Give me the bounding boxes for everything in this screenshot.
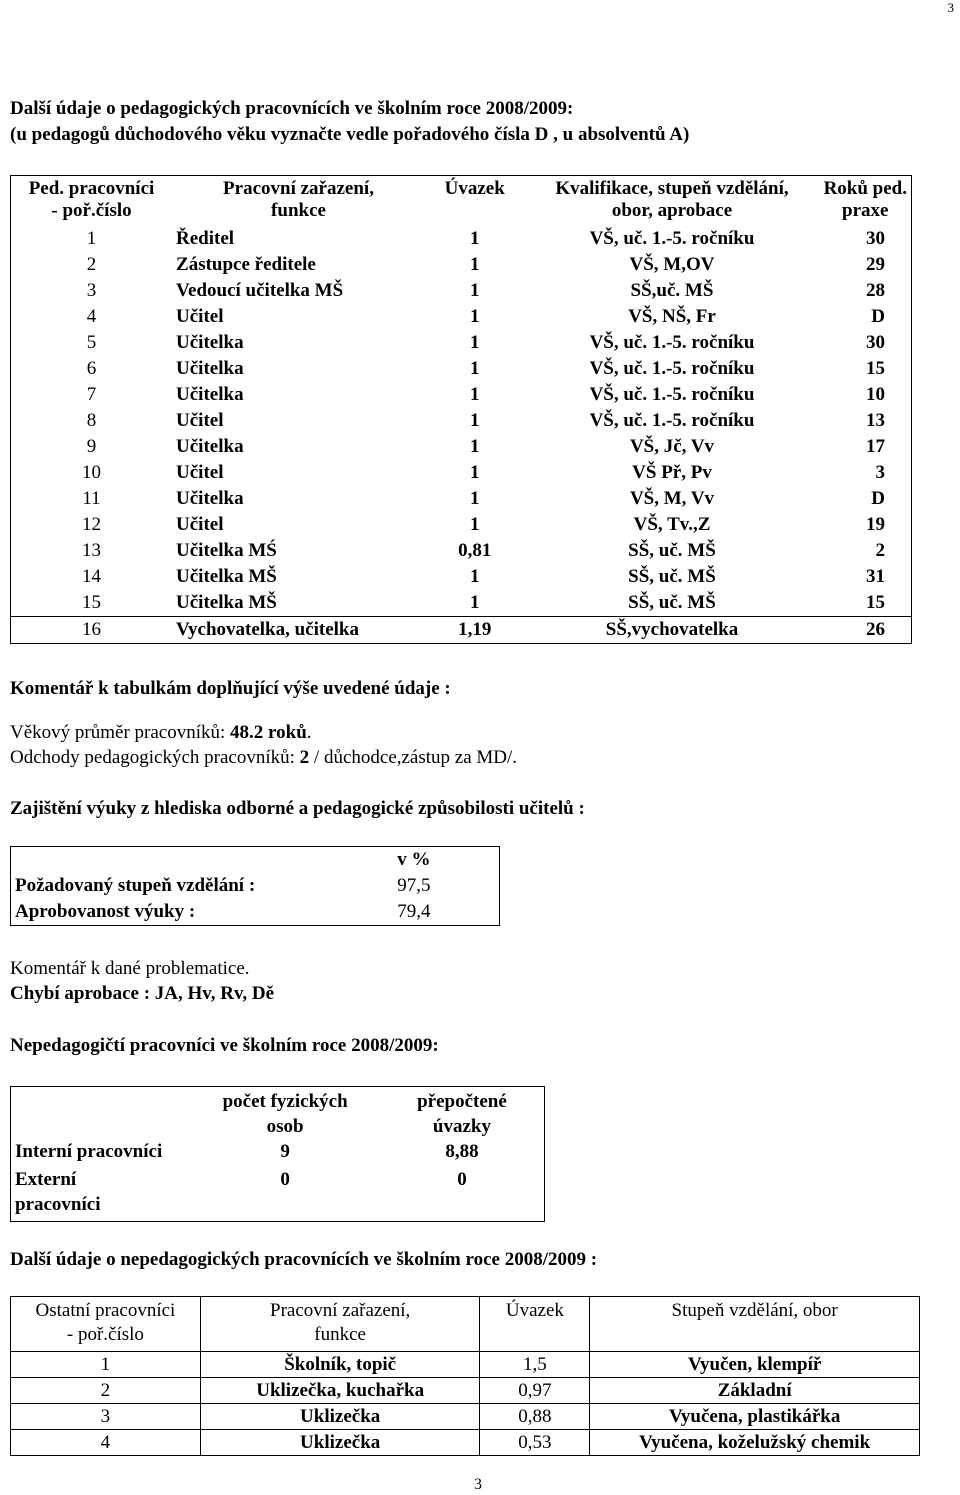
table-row: [11, 460, 912, 486]
table-cell: 9: [86, 436, 97, 457]
qualification-heading: Zajištění výuky z hlediska odborné a pedagogické způsobilosti učitelů :: [10, 798, 585, 819]
table-cell: Externí pracovníci: [15, 1169, 101, 1215]
table-cell: 1: [469, 488, 480, 509]
table-cell: VŠ, uč. 1.-5. ročníku: [589, 228, 755, 249]
table-cell: 30: [866, 228, 885, 249]
table-cell: 7: [86, 384, 97, 405]
table-cell: 15: [82, 592, 102, 613]
table-cell: Učitel: [176, 514, 224, 535]
table-cell: SŠ, uč. MŠ: [628, 540, 716, 561]
table-cell: Vyučena, koželužský chemik: [590, 1430, 920, 1456]
table-cell: 19: [866, 514, 885, 535]
table-cell: VŠ, Tv.,Z: [633, 514, 711, 535]
table-cell: Uklizečka: [200, 1430, 480, 1456]
table-row: [11, 226, 912, 252]
table-cell: 15: [866, 358, 885, 379]
table-cell: 11: [82, 488, 101, 509]
table-row: [11, 356, 912, 382]
page-number-bottom: 3: [474, 1476, 482, 1493]
table-cell: 1: [469, 566, 480, 587]
page-number-top: 3: [947, 0, 954, 15]
table-cell: Učitelka: [176, 436, 244, 457]
table-cell: 1: [469, 592, 480, 613]
table-cell: 0,88: [480, 1404, 590, 1430]
table-cell: 1: [469, 514, 480, 535]
table-cell: 28: [866, 280, 885, 301]
table-cell: 14: [82, 566, 102, 587]
table-cell: 1: [469, 228, 480, 249]
header-cell: Roků ped. praxe: [823, 178, 907, 221]
non-pedagogical-details-heading: Další údaje o nepedagogických pracovnících ve školním roce 2008/2009 :: [10, 1249, 598, 1270]
table-cell: Vyučena, plastikářka: [590, 1404, 920, 1430]
table-cell: Základní: [590, 1378, 920, 1404]
table-cell: 16: [11, 617, 173, 644]
header-cell: počet fyzických osob: [222, 1091, 348, 1137]
table-cell: 3: [11, 1404, 201, 1430]
table-row: [11, 1430, 920, 1456]
header-cell: Pracovní zařazení, funkce: [200, 1297, 480, 1352]
table-cell: Učitelka MŚ: [176, 540, 277, 561]
table-cell: Uklizečka: [200, 1404, 480, 1430]
table-cell: Ředitel: [176, 228, 235, 249]
section-heading-line1: Další údaje o pedagogických pracovnících ve školním roce 2008/2009:: [10, 98, 574, 119]
table-cell: 31: [866, 566, 885, 587]
table-cell: Učitelka MŠ: [176, 566, 277, 587]
table-cell: Vyučen, klempíř: [590, 1352, 920, 1378]
table-row: [11, 590, 912, 617]
table-row: [11, 538, 912, 564]
table-cell: Zástupce ředitele: [176, 254, 316, 275]
table-cell: 1: [469, 254, 480, 275]
table-cell: Školník, topič: [200, 1352, 480, 1378]
table-cell: 0,97: [480, 1378, 590, 1404]
table-cell: 79,4: [397, 901, 431, 922]
table-cell: 1,5: [480, 1352, 590, 1378]
table-row: [11, 873, 500, 899]
table-cell: SŠ,uč. MŠ: [630, 280, 714, 301]
table-cell: 0: [280, 1169, 290, 1190]
table-row: [11, 252, 912, 278]
table-cell: [11, 1087, 191, 1140]
table-row: [11, 1404, 920, 1430]
table-cell: SŠ, uč. MŠ: [628, 566, 716, 587]
table-cell: VŠ, uč. 1.-5. ročníku: [589, 384, 755, 405]
table-row: [11, 382, 912, 408]
table-cell: Učitelka MŠ: [176, 592, 277, 613]
table-cell: 4: [86, 306, 97, 327]
comment-heading: Komentář k tabulkám doplňující výše uvedené údaje :: [10, 678, 451, 699]
table-cell: 9: [280, 1141, 290, 1162]
table-cell: VŠ Př, Pv: [632, 462, 712, 483]
departures-value: 2: [299, 747, 310, 768]
table-cell: VŠ, M, Vv: [629, 488, 715, 509]
table-row: [11, 304, 912, 330]
table-cell: 1: [86, 228, 97, 249]
non-pedagogical-heading: Nepedagogičtí pracovníci ve školním roce 2008/2009:: [10, 1035, 439, 1056]
header-cell: Úvazek: [444, 178, 505, 199]
age-average-line: Věkový průměr pracovníků: 48.2 roků.: [10, 722, 312, 743]
header-cell: v %: [397, 849, 431, 870]
table-cell: Uklizečka, kuchařka: [200, 1378, 480, 1404]
table-cell: VŠ, uč. 1.-5. ročníku: [589, 358, 755, 379]
table-cell: 1: [469, 436, 480, 457]
table-cell: VŠ, uč. 1.-5. ročníku: [589, 332, 755, 353]
table-cell: [11, 847, 365, 874]
departures-line: Odchody pedagogických pracovníků: 2 / důchodce,zástup za MD/.: [10, 747, 518, 768]
table-cell: 10: [82, 462, 102, 483]
table-cell: Učitelka: [176, 384, 244, 405]
table-cell: 8,88: [445, 1141, 479, 1162]
table-cell: D: [871, 488, 885, 509]
header-cell: Ped. pracovníci - poř.číslo: [28, 178, 155, 221]
header-cell: přepočtené úvazky: [417, 1091, 507, 1137]
table-cell: VŠ, NŠ, Fr: [628, 306, 716, 327]
table-cell: SŠ,vychovatelka: [524, 617, 819, 644]
table-cell: Aprobovanost výuky :: [15, 901, 196, 922]
table-cell: Učitel: [176, 410, 224, 431]
pedagogical-staff-table: [10, 175, 912, 644]
table-row: [11, 408, 912, 434]
table-cell: Vychovatelka, učitelka: [172, 617, 425, 644]
table-header-row: [11, 1297, 920, 1352]
table-cell: 30: [866, 332, 885, 353]
table-cell: Učitelka: [176, 488, 244, 509]
table-cell: 5: [86, 332, 97, 353]
table-cell: 8: [86, 410, 97, 431]
table-header-row: [11, 1087, 545, 1140]
header-cell: Úvazek: [480, 1297, 590, 1352]
table-cell: 2: [86, 254, 97, 275]
table-cell: 26: [820, 617, 912, 644]
table-cell: 10: [866, 384, 885, 405]
table-row: [11, 434, 912, 460]
header-cell: Ostatní pracovníci - poř.číslo: [11, 1297, 201, 1352]
table-cell: 97,5: [397, 875, 431, 896]
table-cell: 0,53: [480, 1430, 590, 1456]
table-cell: 13: [866, 410, 885, 431]
table-cell: Učitel: [176, 462, 224, 483]
table-cell: SŠ, uč. MŠ: [628, 592, 716, 613]
table-row: [11, 564, 912, 590]
table-cell: 29: [866, 254, 885, 275]
table-cell: 2: [875, 540, 885, 561]
table-cell: Interní pracovníci: [15, 1141, 163, 1162]
table-row: [11, 486, 912, 512]
table-header-row: [11, 176, 912, 227]
header-cell: Pracovní zařazení, funkce: [223, 178, 374, 221]
table-cell: 1: [469, 332, 480, 353]
table-cell: Učitelka: [176, 332, 244, 353]
age-average-value: 48.2 roků: [230, 722, 307, 743]
table-cell: 1: [469, 358, 480, 379]
table-cell: Učitel: [176, 306, 224, 327]
table-cell: 17: [866, 436, 885, 457]
table-cell: 0: [457, 1169, 467, 1190]
table-cell: Požadovaný stupeň vzdělání :: [15, 875, 256, 896]
non-pedagogical-staff-table: [10, 1296, 920, 1456]
table-cell: 1: [469, 410, 480, 431]
table-row: [11, 1378, 920, 1404]
table-row: [11, 512, 912, 538]
non-pedagogical-count-table: [10, 1086, 545, 1222]
table-cell: 1: [469, 462, 480, 483]
table-row: [11, 1352, 920, 1378]
table-cell: 15: [866, 592, 885, 613]
problem-comment-line2: Chybí aprobace : JA, Hv, Rv, Dě: [10, 983, 275, 1004]
table-cell: 13: [82, 540, 102, 561]
table-cell: 1: [469, 384, 480, 405]
table-cell: 3: [875, 462, 885, 483]
problem-comment-line1: Komentář k dané problematice.: [10, 958, 250, 979]
table-cell: 12: [82, 514, 102, 535]
table-row: [11, 1139, 545, 1164]
table-cell: 2: [11, 1378, 201, 1404]
table-cell: 1: [11, 1352, 201, 1378]
table-row: [11, 278, 912, 304]
table-cell: 3: [86, 280, 97, 301]
table-cell: 6: [86, 358, 97, 379]
section-heading-pedagogical: [10, 96, 689, 148]
table-row: [11, 330, 912, 356]
table-header-row: [11, 847, 500, 874]
table-cell: 4: [11, 1430, 201, 1456]
table-cell: VŠ, Jč, Vv: [629, 436, 715, 457]
header-cell: Kvalifikace, stupeň vzdělání, obor, aprobace: [555, 178, 789, 221]
section-heading-line2: (u pedagogů důchodového věku vyznačte vedle pořadového čísla D , u absolventů A): [10, 124, 690, 145]
table-row: [11, 1164, 545, 1222]
table-cell: 0,81: [458, 540, 492, 561]
table-cell: Učitelka: [176, 358, 244, 379]
qualification-table: [10, 846, 500, 926]
table-cell: VŠ, uč. 1.-5. ročníku: [589, 410, 755, 431]
table-row: [11, 899, 500, 926]
table-cell: 1,19: [425, 617, 524, 644]
table-cell: D: [871, 306, 885, 327]
header-cell: Stupeň vzdělání, obor: [590, 1297, 920, 1352]
table-cell: 1: [469, 306, 480, 327]
table-cell: Vedoucí učitelka MŠ: [176, 280, 344, 301]
table-cell: 1: [469, 280, 480, 301]
table-row: [11, 617, 912, 644]
table-cell: VŠ, M,OV: [629, 254, 715, 275]
